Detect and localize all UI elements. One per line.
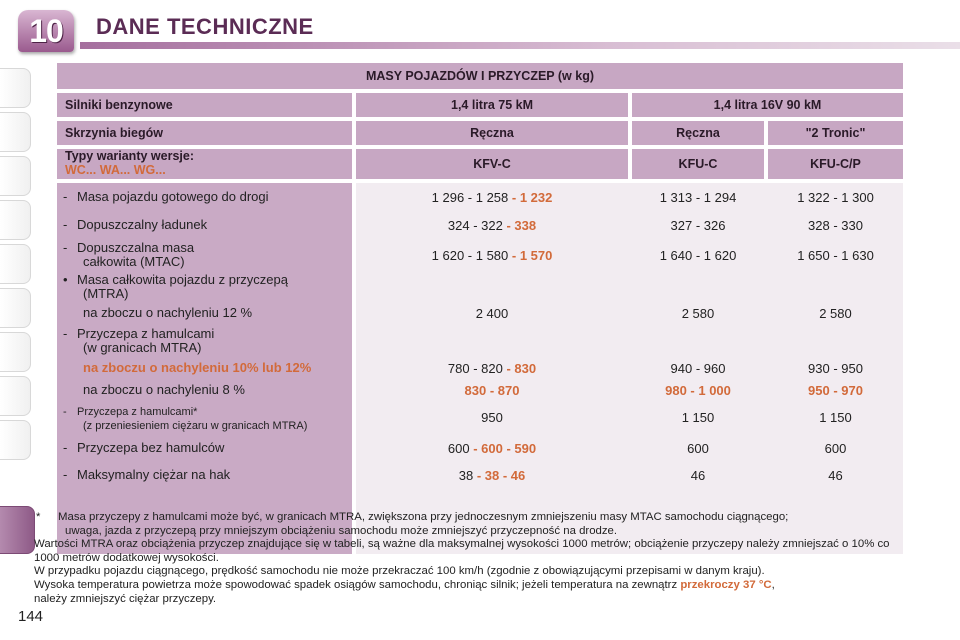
engine-col-2: 1,4 litra 16V 90 kM xyxy=(632,93,903,117)
table-title: MASY POJAZDÓW I PRZYCZEP (w kg) xyxy=(57,63,903,89)
engines-label: Silniki benzynowe xyxy=(57,93,352,117)
footnotes xyxy=(34,511,916,606)
gearbox-label: Skrzynia biegów xyxy=(57,121,352,145)
chapter-tab[interactable] xyxy=(0,288,31,328)
note-3: W przypadku pojazdu ciągnącego, prędkość samochodu nie może przekraczać 100 km/h (zgodnie z obowiązującymi przepisami w danym kraju). xyxy=(34,565,765,578)
chapter-tab[interactable] xyxy=(0,244,31,284)
gearbox-col-1: Ręczna xyxy=(356,121,628,145)
page-title: DANE TECHNICZNE xyxy=(96,14,314,39)
chapter-badge xyxy=(18,10,74,52)
chapter-tab-active[interactable] xyxy=(0,506,35,554)
chapter-tab[interactable] xyxy=(0,156,31,196)
chapter-number: 10 xyxy=(29,12,63,49)
chapter-tab[interactable] xyxy=(0,420,31,460)
gearbox-col-3: "2 Tronic" xyxy=(768,121,903,145)
chapter-tab[interactable] xyxy=(0,112,31,152)
chapter-tab[interactable] xyxy=(0,332,31,372)
chapter-tab[interactable] xyxy=(0,376,31,416)
title-rule xyxy=(80,42,960,49)
note-5: należy zmniejszyć ciężar przyczepy. xyxy=(34,592,217,605)
gearbox-col-2: Ręczna xyxy=(632,121,764,145)
type-col-2: KFU-C xyxy=(632,149,764,179)
type-col-3: KFU-C/P xyxy=(768,149,903,179)
chapter-tab[interactable] xyxy=(0,200,31,240)
types-label: Typy warianty wersje: xyxy=(65,149,194,163)
chapter-tab[interactable] xyxy=(0,68,31,108)
note-1: * Masa przyczepy z hamulcami może być, w granicach MTRA, zwiększona przy jednoczesnym zmniejszeniu masy MTAC samochodu ciągnącego; xyxy=(36,511,789,523)
types-label-cell xyxy=(57,149,352,179)
note-2: Wartości MTRA oraz obciążenia przyczep znajdujące się w tabeli, są ważne dla maksymalnej wysokości 1000 metrów; obciążenie przyczepy należy zmniejszać o 10% co 1000 metrów dodatkowej wysokości. xyxy=(34,538,890,564)
types-sublabel: WC... WA... WG... xyxy=(65,163,166,177)
note-4: Wysoka temperatura powietrza może spowodować spadek osiągów samochodu, chroniąc silnik; jeżeli temperatura na zewnątrz przekroczy 37 °C, xyxy=(34,578,775,591)
engine-col-1: 1,4 litra 75 kM xyxy=(356,93,628,117)
note-1-cont: uwaga, jazda z przyczepą przy mniejszym obciążeniu samochodu może zmniejszyć przyczepność na drodze. xyxy=(65,524,618,537)
type-col-1: KFV-C xyxy=(356,149,628,179)
page-number: 144 xyxy=(18,608,44,625)
